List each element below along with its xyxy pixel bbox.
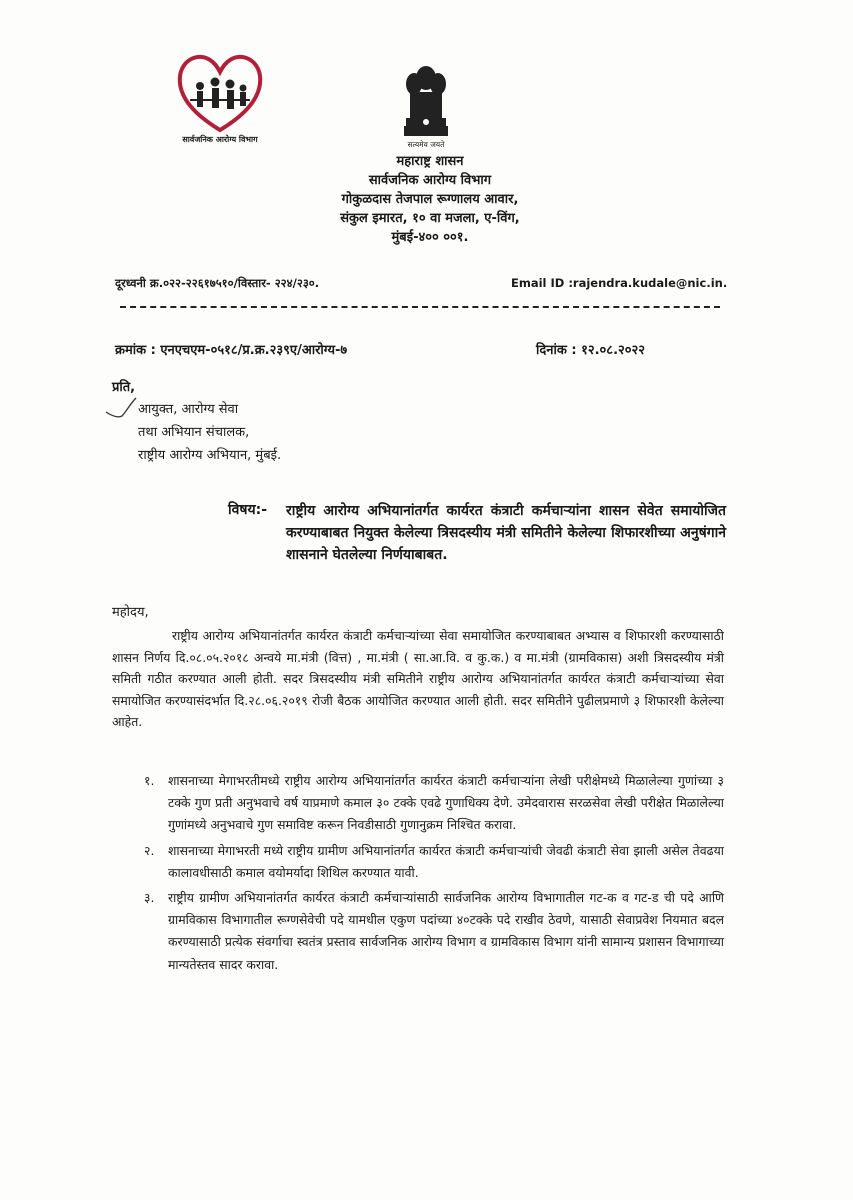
recipient-prefix: प्रति, [112, 380, 136, 395]
ashoka-emblem-icon [396, 62, 456, 152]
salutation: महोदय, [112, 605, 149, 620]
list-item-text: शासनाच्या मेगाभरती मध्ये राष्ट्रीय ग्रामीण अभियानांतर्गत कार्यरत कंत्राटी कर्मचाऱ्यांची जेवढी कंत्राटी सेवा झाली असेल तेवढया कालावधीसाठी कमाल वयोमर्यादा शिथिल करण्यात यावी. [168, 842, 724, 880]
address-line: महाराष्ट्र शासन [396, 154, 464, 169]
address-line: सार्वजनिक आरोग्य विभाग [368, 173, 492, 188]
phone-number: दूरध्वनी क्र.०२२-२२६१७५१०/विस्तार- २२४/२३०. [115, 276, 320, 290]
recipient-line: राष्ट्रीय आरोग्य अभियान, मुंबई. [138, 448, 282, 463]
letterhead-address [300, 152, 560, 247]
email-address[interactable]: Email ID :rajendra.kudale@nic.in. [511, 276, 728, 290]
list-item-number: २. [144, 842, 155, 858]
list-item-number: ३. [144, 890, 155, 906]
recommendations-list [112, 770, 724, 979]
list-item-text: राष्ट्रीय ग्रामीण अभियानांतर्गत कार्यरत कंत्राटी कर्मचाऱ्यांसाठी सार्वजनिक आरोग्य विभागातील गट-क व गट-ड ची पदे आणि ग्रामविकास विभागातील रूग्णसेवेची पदे यामधील एकुण पदांच्या ४०टक्के पदे राखीव ठेवणे, यासाठी सेवाप्रवेश नियमात बदल करण्यासाठी प्रत्येक संवर्गाचा स्वतंत्र प्रस्ताव सार्वजनिक आरोग्य विभाग व ग्रामविकास विभाग यांनी सामान्य प्रशासन विभागाच्या मान्यतेस्तव सादर करावा. [168, 890, 724, 972]
left-logo-caption: सार्वजनिक आरोग्य विभाग [182, 135, 258, 144]
address-line: मुंबई-४०० ००१. [391, 230, 469, 245]
list-item [112, 840, 724, 884]
recipient-line: आयुक्त, आरोग्य सेवा [138, 402, 239, 417]
list-item [112, 770, 724, 837]
address-line: संकुल इमारत, १० वा मजला, ए-विंग, [340, 211, 520, 226]
list-item [112, 887, 724, 976]
emblem-motto: सत्यमेव जयते [407, 140, 445, 149]
recipient-line: तथा अभियान संचालक, [138, 425, 250, 440]
subject-label: विषय:- [228, 502, 268, 518]
list-item-number: १. [144, 773, 155, 788]
dashed-divider [120, 306, 720, 308]
address-line: गोकुळदास तेजपाल रूग्णालय आवार, [341, 192, 519, 207]
health-department-logo-icon [170, 42, 270, 152]
subject-text: राष्ट्रीय आरोग्य अभियानांतर्गत कार्यरत कंत्राटी कर्मचाऱ्यांना शासन सेवेत समायोजित करण्याबाबत नियुक्त केलेल्या त्रिसदस्यीय मंत्री समितीने केलेल्या शिफारशीच्या अनुषंगाने शासनाने घेतलेल्या निर्णयाबाबत. [286, 503, 726, 563]
reference-date: दिनांक : १२.०८.२०२२ [536, 343, 646, 358]
list-item-text: शासनाच्या मेगाभरतीमध्ये राष्ट्रीय आरोग्य अभियानांतर्गत कार्यरत कंत्राटी कर्मचाऱ्यांना लेखी परीक्षेमध्ये मिळालेल्या गुणांच्या ३ टक्के गुण प्रती अनुभवाचे वर्ष याप्रमाणे कमाल ३० टक्के एवढे गुणाधिक्य देणे. उमेदवारास सरळसेवा लेखी परीक्षेत मिळालेल्या गुणांमध्ये अनुभवाचे गुण समाविष्ट करून निवडीसाठी गुणानुक्रम निश्चित करावा. [168, 773, 724, 833]
body-paragraph: राष्ट्रीय आरोग्य अभियानांतर्गत कार्यरत कंत्राटी कर्मचाऱ्यांच्या सेवा समायोजित करण्याबाबत अभ्यास व शिफारशी करण्यासाठी शासन निर्णय दि.०८.०५.२०१८ अन्वये मा.मंत्री (वित्त) , मा.मंत्री ( सा.आ.वि. व कु.क.) व मा.मंत्री (ग्रामविकास) अशी त्रिसदस्यीय मंत्री समिती गठीत करण्यात आली होती. सदर त्रिसदस्यीय मंत्री समितीने राष्ट्रीय आरोग्य अभियानांतर्गत कार्यरत कंत्राटी कर्मचाऱ्यांच्या सेवा समायोजित करण्यासंदर्भात दि.२८.०६.२०१९ रोजी बैठक आयोजित करण्यात आली होती. सदर समितीने पुढीलप्रमाणे ३ शिफारशी केलेल्या आहेत. [112, 628, 724, 730]
reference-number: क्रमांक : एनएचएम-०५१८/प्र.क्र.२३९ए/आरोग्य-७ [115, 343, 348, 358]
recipient-address [138, 398, 281, 467]
handwritten-tick-mark [104, 396, 138, 420]
